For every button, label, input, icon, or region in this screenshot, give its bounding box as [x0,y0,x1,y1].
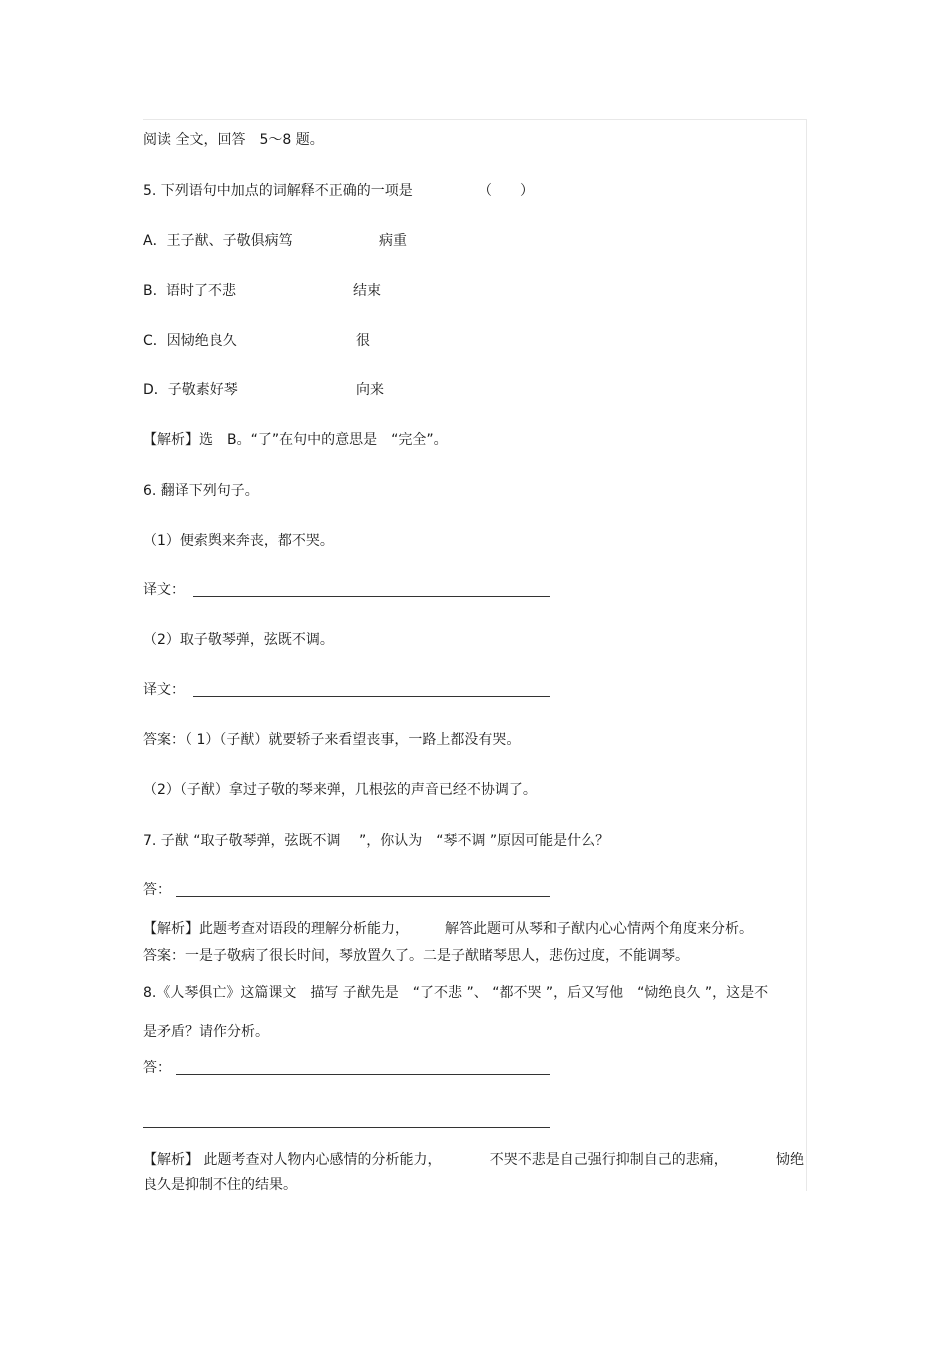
question-6-sentence-2: （2）取子敬琴弹，弦既不调。 [143,632,334,648]
translation-2-label: 译文： [143,682,185,698]
question-8-analysis-line-2: 良久是抑制不住的结果。 [143,1177,297,1193]
question-7-answer-blank[interactable] [176,896,550,897]
option-b-meaning: 结束 [353,283,381,299]
question-7-answer-label: 答： [143,882,171,898]
option-c-meaning: 很 [356,333,370,349]
question-8-analysis-line-1 [143,1150,804,1170]
option-a-text: A．王子猷、子敬俱病笃 [143,233,293,249]
question-8-analysis-part-1: 【解析】 此题考查对人物内心感情的分析能力， [143,1152,442,1168]
question-8-analysis-part-2: 不哭不悲是自己强行抑制自己的悲痛， [489,1152,728,1168]
translation-1-label: 译文： [143,582,185,598]
option-a-meaning: 病重 [379,233,407,249]
option-c-text: C．因恸绝良久 [143,333,237,349]
question-8-stem-line-2: 是矛盾？请作分析。 [143,1024,269,1040]
question-8-answer-blank-2[interactable] [143,1127,550,1128]
question-6-sentence-1: （1）便索舆来奔丧，都不哭。 [143,533,334,549]
option-d-text: D．子敬素好琴 [143,382,238,398]
option-b-text: B. 语时了不悲 [143,283,236,299]
question-8-stem-line-1: 8.《人琴俱亡》这篇课文 描写 子猷先是 “了不悲 ”、 “都不哭 ”，后又写他 “恸绝良久 ”，这是不 [143,985,769,1001]
question-6-answer-1: 答案：（ 1）（子猷）就要轿子来看望丧事，一路上都没有哭。 [143,732,521,748]
question-7-answer: 答案：一是子敬病了很长时间，琴放置久了。二是子猷睹琴思人，悲伤过度，不能调琴。 [143,948,689,964]
question-6-stem: 6. 翻译下列句子。 [143,483,259,499]
question-7-analysis-part-1: 【解析】此题考查对语段的理解分析能力， [143,921,409,937]
translation-2-blank[interactable] [193,696,550,697]
question-7-stem: 7. 子猷 “取子敬琴弹，弦既不调 ”，你认为 “琴不调 ”原因可能是什么？ [143,833,610,849]
question-5-analysis: 【解析】选 B。“了”在句中的意思是 “完全”。 [143,432,448,448]
translation-1-blank[interactable] [193,596,550,597]
question-8-answer-blank-1[interactable] [176,1074,550,1075]
question-6-answer-2: （2）（子猷）拿过子敬的琴来弹，几根弦的声音已经不协调了。 [143,782,537,798]
question-5-answer-bracket: （ ） [478,183,534,199]
question-8-answer-label: 答： [143,1060,171,1076]
question-8-analysis-part-3: 恸绝 [775,1152,804,1168]
reading-instruction: 阅读 全文，回答 5～8 题。 [143,132,324,148]
question-7-analysis-part-2: 解答此题可从琴和子猷内心心情两个角度来分析。 [445,921,753,937]
question-5-stem: 5. 下列语句中加点的词解释不正确的一项是 [143,183,413,199]
option-d-meaning: 向来 [356,382,384,398]
